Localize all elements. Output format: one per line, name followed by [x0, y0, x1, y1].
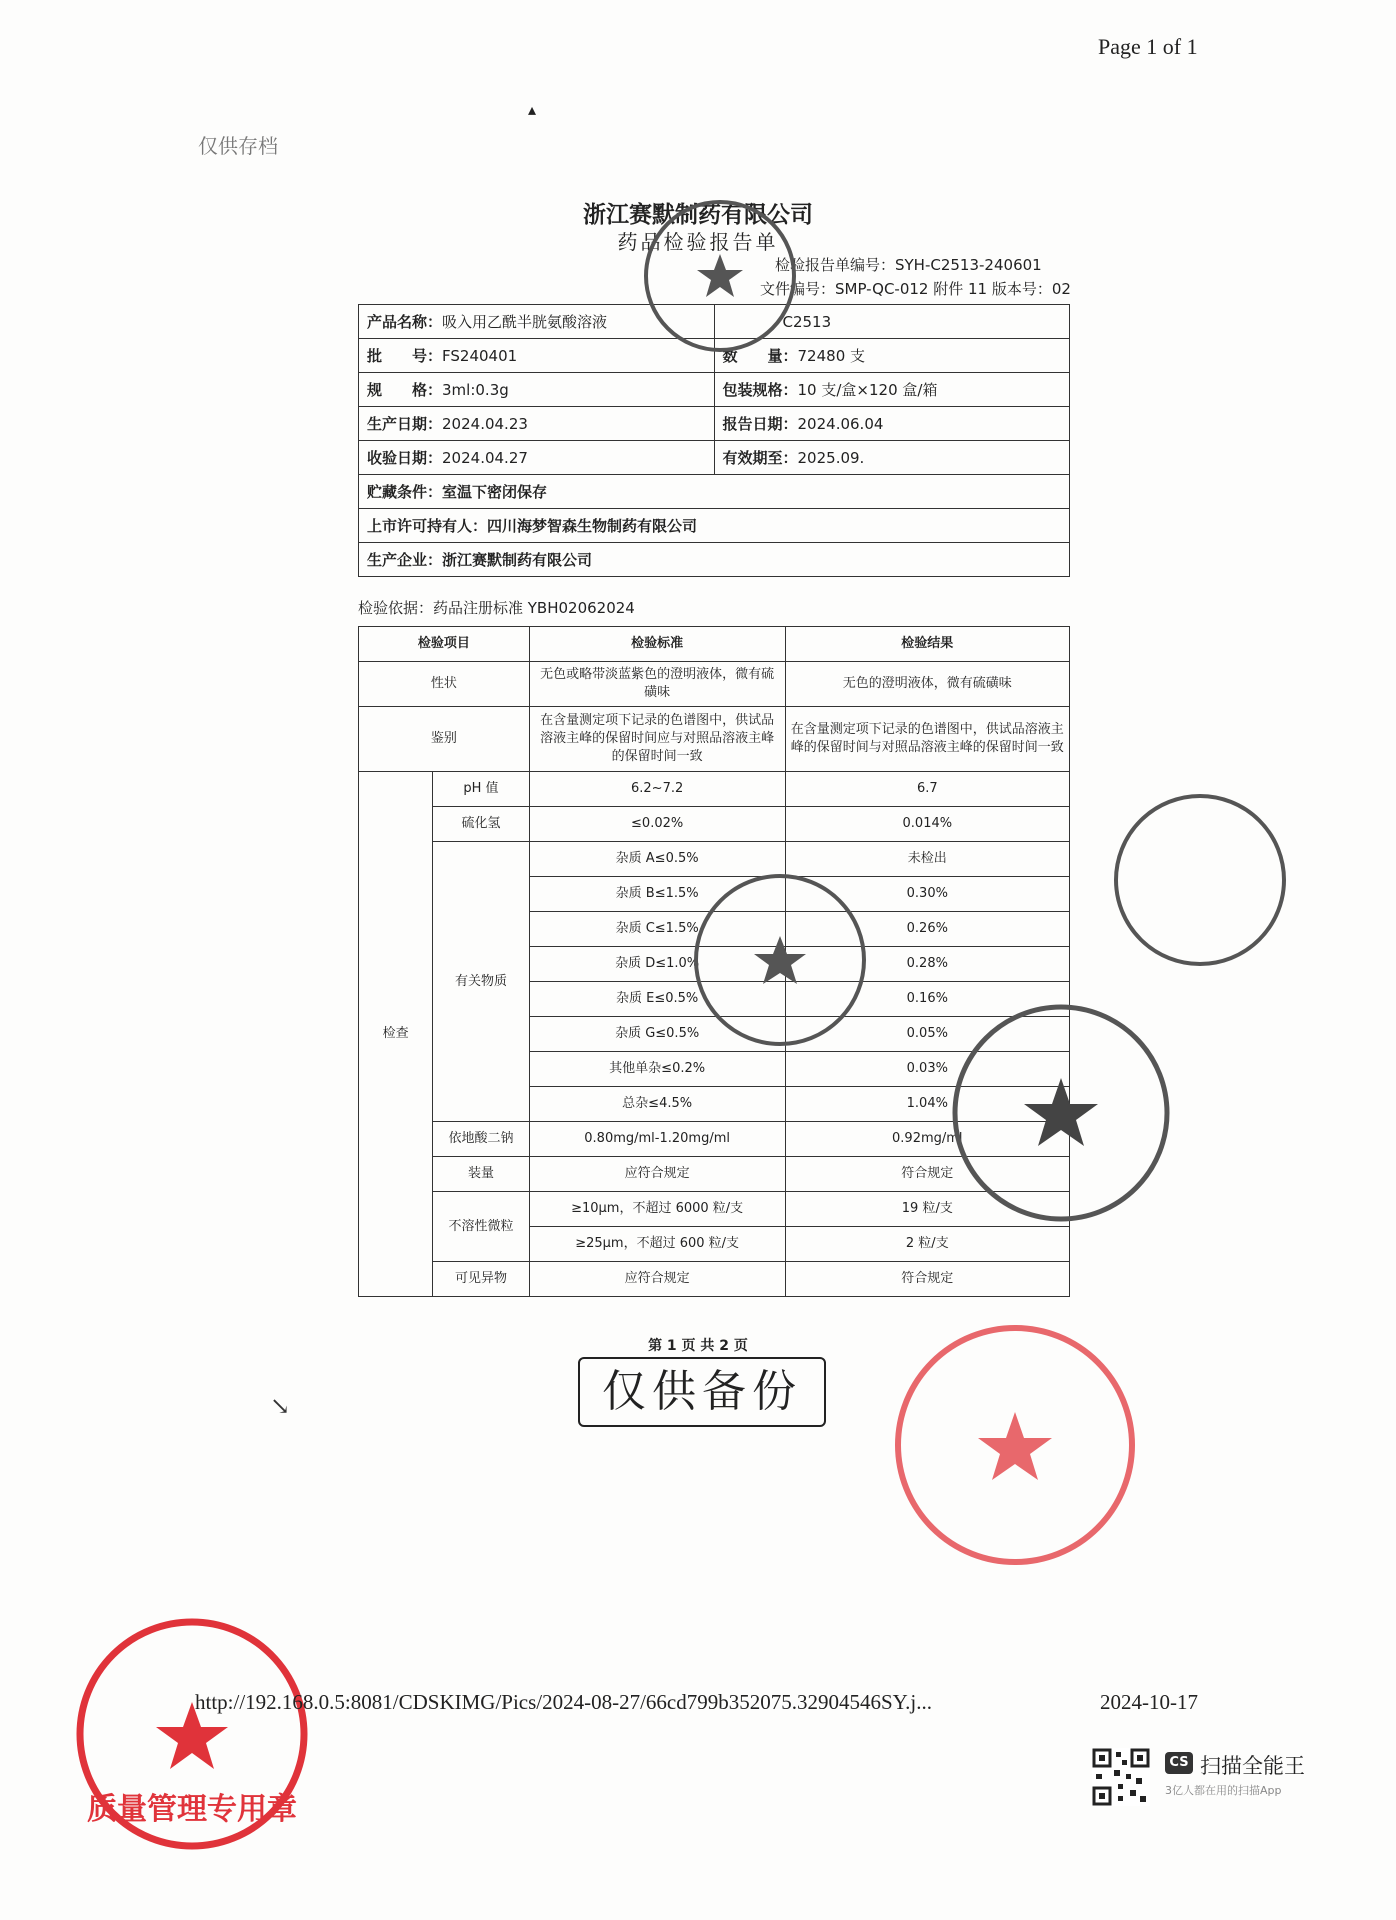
identify-result: 在含量测定项下记录的色谱图中，供试品溶液主峰的保留时间与对照品溶液主峰的保留时间一致 — [785, 707, 1069, 772]
product-value: 吸入用乙酰半胱氨酸溶液 — [442, 313, 608, 331]
seal-red-quality-dept — [890, 1320, 1140, 1570]
maker-value: 浙江赛默制药有限公司 — [442, 551, 593, 569]
edta-result: 0.92mg/ml — [785, 1122, 1069, 1157]
pack-label: 包装规格： — [722, 381, 798, 399]
expiry-value: 2025.09. — [797, 449, 865, 467]
backup-stamp: 仅供备份 — [578, 1357, 826, 1427]
page-count: 第 1 页 共 2 页 — [648, 1338, 748, 1354]
imp-std: 杂质 G≤0.5% — [529, 1017, 785, 1052]
appearance-result: 无色的澄明液体，微有硫磺味 — [785, 662, 1069, 707]
imp-result: 0.16% — [785, 982, 1069, 1017]
maker-cell — [359, 543, 1070, 577]
pen-mark: ↘ — [270, 1392, 291, 1420]
archive-note: 仅供存档 — [198, 134, 278, 158]
info-row-spec — [359, 373, 1070, 407]
page-number: Page 1 of 1 — [1098, 34, 1198, 59]
holder-label: 上市许可持有人： — [367, 517, 488, 535]
visible-item: 可见异物 — [433, 1262, 529, 1297]
scanner-app-name: 扫描全能王 — [1200, 1754, 1305, 1778]
camscanner-logo-icon: CS — [1165, 1752, 1193, 1774]
p10-std: ≥10μm，不超过 6000 粒/支 — [529, 1192, 785, 1227]
imp-std: 杂质 B≤1.5% — [529, 877, 785, 912]
report-date-value: 2024.06.04 — [797, 415, 884, 433]
table-row — [359, 807, 1070, 842]
visible-result: 符合规定 — [785, 1262, 1069, 1297]
prod-date-label: 生产日期： — [367, 415, 443, 433]
qty-value: 72480 支 — [797, 347, 866, 365]
info-row-maker — [359, 543, 1070, 577]
scanner-tagline: 3亿人都在用的扫描App — [1165, 1784, 1282, 1797]
report-number: 检验报告单编号：SYH-C2513-240601 — [775, 256, 1042, 274]
batch-label: 批 号： — [367, 347, 443, 365]
particles-group: 不溶性微粒 — [433, 1192, 529, 1262]
company-name: 浙江赛默制药有限公司 — [583, 202, 813, 228]
file-number: 文件编号：SMP-QC-012 附件 11 版本号：02 — [760, 280, 1071, 298]
table-row — [359, 1262, 1070, 1297]
seal-guokang-quality — [948, 1000, 1174, 1226]
p25-result: 2 粒/支 — [785, 1227, 1069, 1262]
check-group: 检查 — [359, 772, 433, 1297]
identify-item: 鉴别 — [359, 707, 530, 772]
volume-item: 装量 — [433, 1157, 529, 1192]
info-row-recv — [359, 441, 1070, 475]
imp-result: 0.05% — [785, 1017, 1069, 1052]
report-date-label: 报告日期： — [722, 415, 798, 433]
maker-label: 生产企业： — [367, 551, 443, 569]
table-row — [359, 772, 1070, 807]
inspection-basis: 检验依据：药品注册标准 YBH02062024 — [358, 599, 635, 617]
expiry-cell — [714, 441, 1070, 475]
volume-result: 符合规定 — [785, 1157, 1069, 1192]
volume-std: 应符合规定 — [529, 1157, 785, 1192]
edta-std: 0.80mg/ml-1.20mg/ml — [529, 1122, 785, 1157]
prod-date-cell — [359, 407, 715, 441]
h2s-item: 硫化氢 — [433, 807, 529, 842]
table-row — [359, 707, 1070, 772]
imp-result: 0.30% — [785, 877, 1069, 912]
recv-date-cell — [359, 441, 715, 475]
imp-std: 杂质 E≤0.5% — [529, 982, 785, 1017]
header-standard: 检验标准 — [529, 627, 785, 662]
appearance-item: 性状 — [359, 662, 530, 707]
ph-item: pH 值 — [433, 772, 529, 807]
p10-result: 19 粒/支 — [785, 1192, 1069, 1227]
speck: ▴ — [528, 100, 537, 119]
related-group: 有关物质 — [433, 842, 529, 1122]
h2s-result: 0.014% — [785, 807, 1069, 842]
info-row-dates — [359, 407, 1070, 441]
storage-value: 室温下密闭保存 — [442, 483, 548, 501]
header-result: 检验结果 — [785, 627, 1069, 662]
imp-std: 杂质 D≤1.0% — [529, 947, 785, 982]
imp-result: 1.04% — [785, 1087, 1069, 1122]
seal-sichuan-quality — [690, 870, 870, 1050]
imp-result: 0.26% — [785, 912, 1069, 947]
imp-std: 其他单杂≤0.2% — [529, 1052, 785, 1087]
info-row-storage — [359, 475, 1070, 509]
svg-text:质量管理专用章: 质量管理专用章 — [87, 1792, 297, 1827]
code-value: C2513 — [782, 312, 832, 331]
visible-std: 应符合规定 — [529, 1262, 785, 1297]
holder-value: 四川海梦智森生物制药有限公司 — [487, 517, 698, 535]
imp-std: 杂质 C≤1.5% — [529, 912, 785, 947]
product-label: 产品名称： — [367, 313, 443, 331]
holder-cell — [359, 509, 1070, 543]
report-date-cell — [714, 407, 1070, 441]
pack-cell — [714, 373, 1070, 407]
seal-suzhou-dongwu — [72, 1614, 312, 1854]
recv-date-label: 收验日期： — [367, 449, 443, 467]
storage-cell — [359, 475, 1070, 509]
imp-result: 0.28% — [785, 947, 1069, 982]
ph-result: 6.7 — [785, 772, 1069, 807]
spec-label: 规 格： — [367, 381, 443, 399]
prod-date-value: 2024.04.23 — [442, 415, 528, 433]
info-row-holder — [359, 509, 1070, 543]
identify-std: 在含量测定项下记录的色谱图中，供试品溶液主峰的保留时间应与对照品溶液主峰的保留时间一致 — [529, 707, 785, 772]
appearance-std: 无色或略带淡蓝紫色的澄明液体，微有硫磺味 — [529, 662, 785, 707]
spec-cell — [359, 373, 715, 407]
imp-std: 总杂≤4.5% — [529, 1087, 785, 1122]
pack-value: 10 支/盒×120 盒/箱 — [797, 381, 938, 399]
p25-std: ≥25μm，不超过 600 粒/支 — [529, 1227, 785, 1262]
table-row — [359, 662, 1070, 707]
recv-date-value: 2024.04.27 — [442, 449, 528, 467]
imp-std: 杂质 A≤0.5% — [529, 842, 785, 877]
edta-item: 依地酸二钠 — [433, 1122, 529, 1157]
print-date: 2024-10-17 — [1100, 1690, 1198, 1714]
qty-label: 数 量： — [722, 347, 798, 365]
qr-code-icon — [1092, 1748, 1150, 1806]
report-title: 药品检验报告单 — [617, 230, 779, 254]
seal-zhejiang-inspection — [640, 196, 800, 356]
spec-value: 3ml:0.3g — [442, 381, 509, 399]
source-url: http://192.168.0.5:8081/CDSKIMG/Pics/2024-08-27/66cd799b352075.32904546SY.j... — [195, 1690, 932, 1714]
expiry-label: 有效期至： — [722, 449, 798, 467]
batch-value: FS240401 — [442, 347, 518, 365]
header-item: 检验项目 — [359, 627, 530, 662]
storage-label: 贮藏条件： — [367, 483, 443, 501]
h2s-std: ≤0.02% — [529, 807, 785, 842]
imp-result: 0.03% — [785, 1052, 1069, 1087]
header-row — [359, 627, 1070, 662]
imp-result: 未检出 — [785, 842, 1069, 877]
ph-std: 6.2~7.2 — [529, 772, 785, 807]
seal-zhejiang-partial — [1110, 790, 1290, 970]
